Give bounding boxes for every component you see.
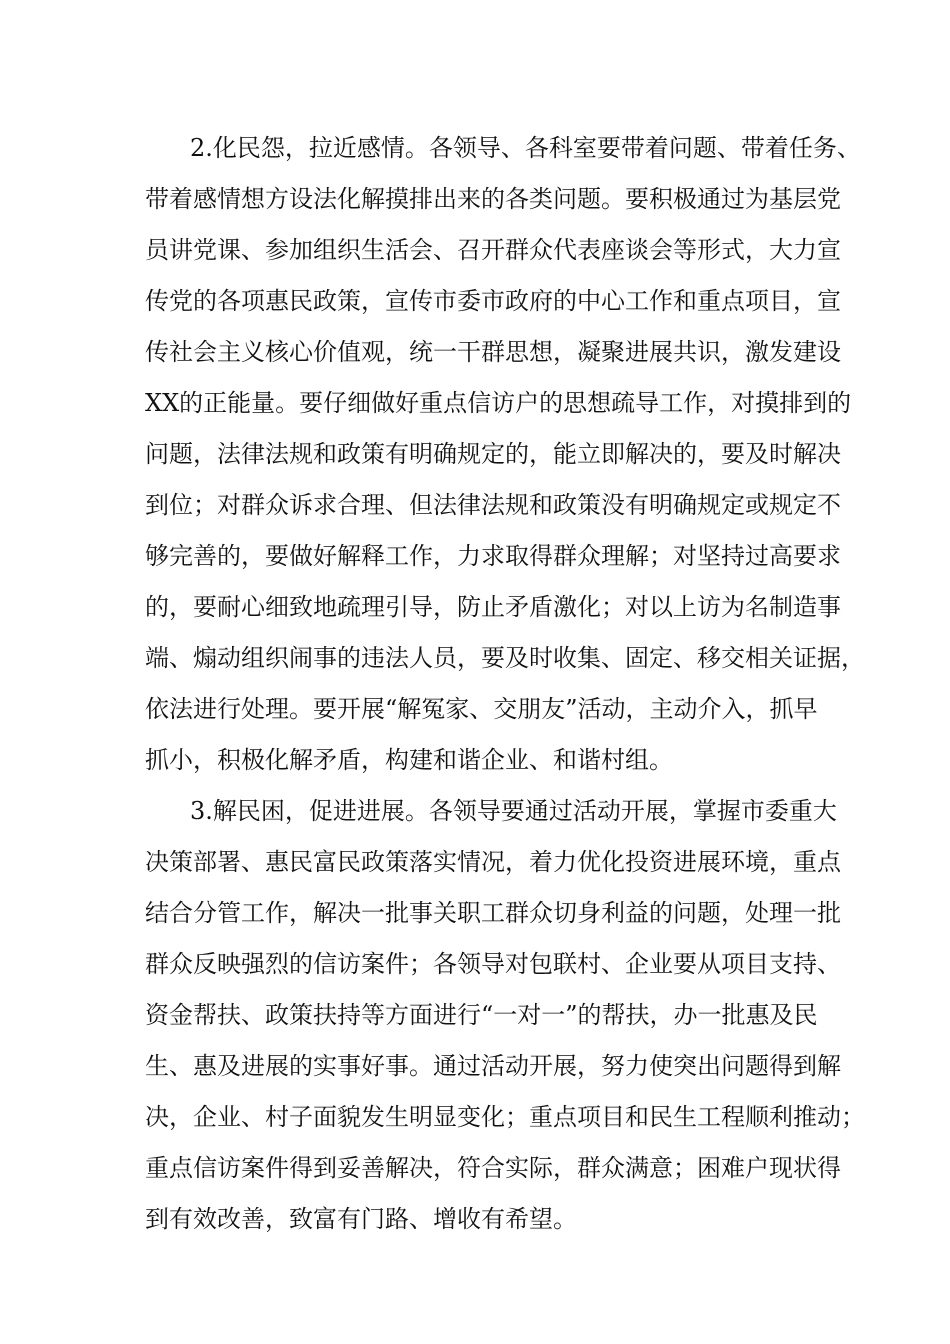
text-line: 2.化民怨，拉近感情。各领导、各科室要带着问题、带着任务、 [190,134,861,162]
text-line: 重点信访案件得到妥善解决，符合实际，群众满意；困难户现状得 [145,1154,841,1182]
text-line: XX的正能量。要仔细做好重点信访户的思想疏导工作，对摸排到的 [145,389,852,417]
text-line: 决策部署、惠民富民政策落实情况，着力优化投资进展环境，重点 [145,848,841,876]
text-line: 结合分管工作，解决一批事关职工群众切身利益的问题，处理一批 [145,899,841,927]
text-line: 传党的各项惠民政策，宣传市委市政府的中心工作和重点项目，宣 [145,287,841,315]
text-line: 3.解民困，促进进展。各领导要通过活动开展，掌握市委重大 [190,797,837,825]
text-line: 到位；对群众诉求合理、但法律法规和政策没有明确规定或规定不 [145,491,841,519]
text-line: 生、惠及进展的实事好事。通过活动开展，努力使突出问题得到解 [145,1052,841,1080]
text-line: 资金帮扶、政策扶持等方面进行“一对一”的帮扶，办一批惠及民 [145,1001,818,1029]
text-line: 的，要耐心细致地疏理引导，防止矛盾激化；对以上访为名制造事 [145,593,841,621]
text-line: 群众反映强烈的信访案件；各领导对包联村、企业要从项目支持、 [145,950,841,978]
text-line: 问题，法律法规和政策有明确规定的，能立即解决的，要及时解决 [145,440,841,468]
text-line: 到有效改善，致富有门路、增收有希望。 [145,1205,577,1233]
text-line: 员讲党课、参加组织生活会、召开群众代表座谈会等形式，大力宣 [145,236,841,264]
text-line: 决，企业、村子面貌发生明显变化；重点项目和民生工程顺利推动； [145,1103,865,1131]
text-line: 端、煽动组织闹事的违法人员，要及时收集、固定、移交相关证据， [145,644,865,672]
text-line: 带着感情想方设法化解摸排出来的各类问题。要积极通过为基层党 [145,185,841,213]
text-line: 够完善的，要做好解释工作，力求取得群众理解；对坚持过高要求 [145,542,841,570]
text-line: 抓小，积极化解矛盾，构建和谐企业、和谐村组。 [145,746,673,774]
text-line: 依法进行处理。要开展“解冤家、交朋友”活动，主动介入，抓早 [145,695,818,723]
text-line: 传社会主义核心价值观，统一干群思想，凝聚进展共识，激发建设 [145,338,841,366]
